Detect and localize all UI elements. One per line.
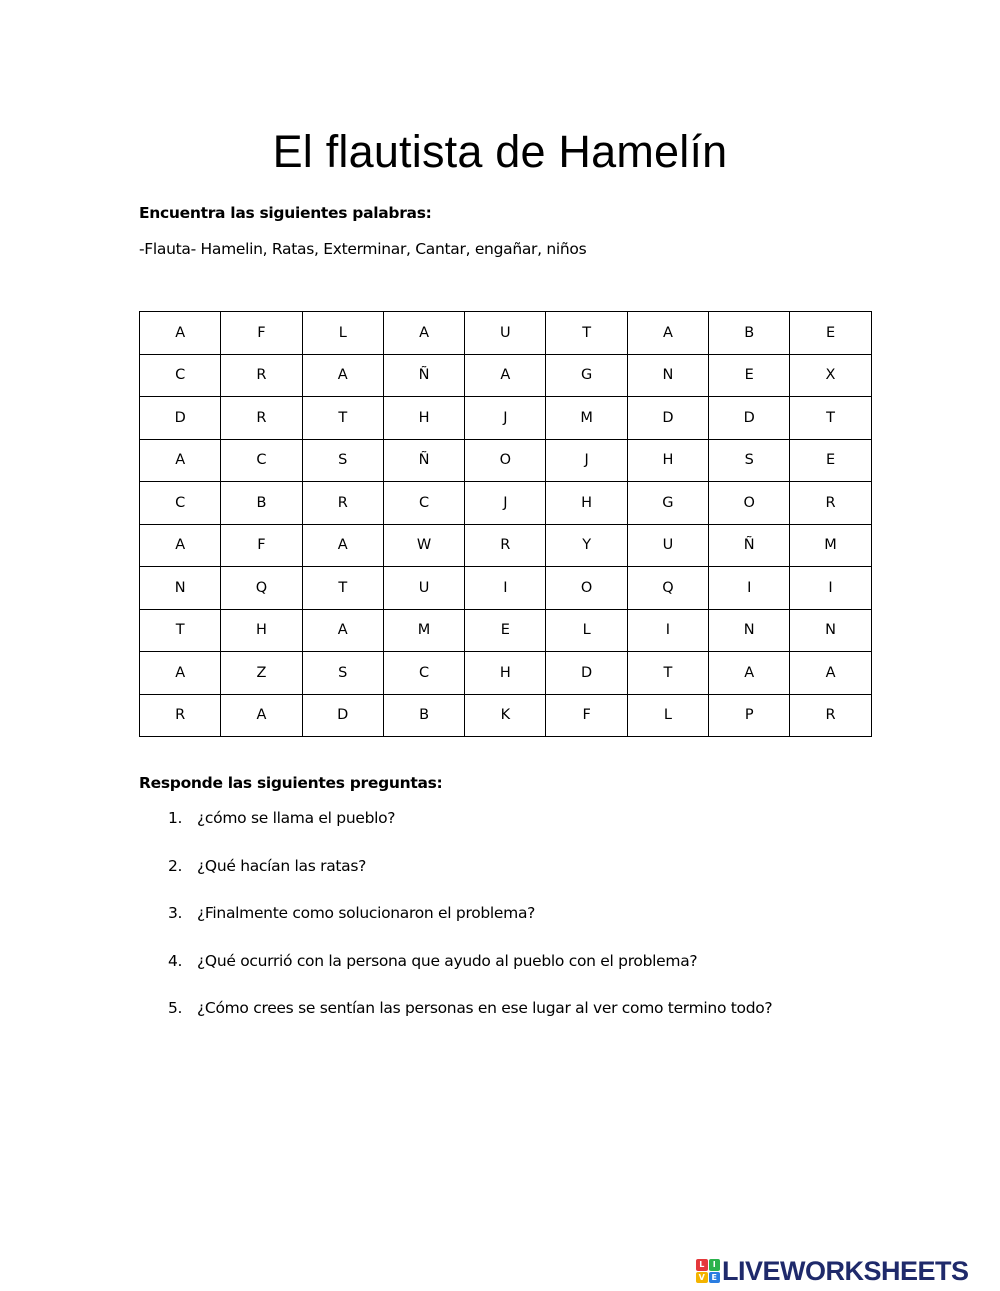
grid-cell[interactable]: C bbox=[221, 439, 302, 482]
grid-cell[interactable]: T bbox=[302, 567, 383, 610]
grid-cell[interactable]: M bbox=[546, 397, 627, 440]
page-title: El flautista de Hamelín bbox=[272, 126, 728, 177]
grid-cell[interactable]: E bbox=[465, 609, 546, 652]
grid-cell[interactable]: N bbox=[140, 567, 221, 610]
grid-cell[interactable]: R bbox=[790, 694, 871, 737]
question-text: ¿cómo se llama el pueblo? bbox=[197, 809, 396, 827]
grid-cell[interactable]: B bbox=[383, 694, 464, 737]
grid-row bbox=[140, 524, 872, 567]
grid-cell[interactable]: R bbox=[302, 482, 383, 525]
liveworksheets-logo-icon bbox=[696, 1259, 720, 1283]
grid-cell[interactable]: E bbox=[709, 354, 790, 397]
question-text: ¿Qué hacían las ratas? bbox=[197, 856, 367, 875]
grid-cell[interactable]: F bbox=[221, 312, 302, 355]
grid-cell[interactable]: E bbox=[790, 439, 871, 482]
grid-cell[interactable]: Ñ bbox=[383, 354, 464, 397]
grid-cell[interactable]: J bbox=[465, 482, 546, 525]
grid-cell[interactable]: U bbox=[383, 567, 464, 610]
grid-cell[interactable]: W bbox=[383, 524, 464, 567]
grid-cell[interactable]: I bbox=[465, 567, 546, 610]
grid-cell[interactable]: A bbox=[465, 354, 546, 397]
grid-cell[interactable]: I bbox=[627, 609, 708, 652]
grid-cell[interactable]: I bbox=[790, 567, 871, 610]
grid-cell[interactable]: X bbox=[790, 354, 871, 397]
question-number: 3. bbox=[168, 904, 183, 922]
logo-mark-square: L bbox=[696, 1259, 708, 1271]
grid-cell[interactable]: S bbox=[302, 439, 383, 482]
grid-cell[interactable]: Z bbox=[221, 652, 302, 695]
grid-cell[interactable]: H bbox=[221, 609, 302, 652]
grid-cell[interactable]: Ñ bbox=[709, 524, 790, 567]
grid-cell[interactable]: R bbox=[140, 694, 221, 737]
grid-cell[interactable]: A bbox=[709, 652, 790, 695]
grid-cell[interactable]: H bbox=[465, 652, 546, 695]
grid-cell[interactable]: R bbox=[465, 524, 546, 567]
grid-cell[interactable]: F bbox=[221, 524, 302, 567]
grid-cell[interactable]: C bbox=[140, 482, 221, 525]
question-text: ¿Cómo crees se sentían las personas en ese lugar al ver como termino todo? bbox=[197, 999, 773, 1017]
question-number: 1. bbox=[168, 809, 183, 827]
grid-cell[interactable]: L bbox=[546, 609, 627, 652]
word-search-instruction: Encuentra las siguientes palabras: bbox=[139, 204, 432, 222]
question-item bbox=[168, 857, 772, 905]
grid-cell[interactable]: P bbox=[709, 694, 790, 737]
grid-cell[interactable]: M bbox=[790, 524, 871, 567]
word-search-grid bbox=[139, 311, 872, 737]
grid-cell[interactable]: D bbox=[627, 397, 708, 440]
grid-cell[interactable]: O bbox=[546, 567, 627, 610]
grid-cell[interactable]: Ñ bbox=[383, 439, 464, 482]
grid-cell[interactable]: N bbox=[709, 609, 790, 652]
question-item bbox=[168, 904, 772, 952]
grid-row bbox=[140, 652, 872, 695]
grid-cell[interactable]: B bbox=[709, 312, 790, 355]
grid-cell[interactable]: C bbox=[383, 482, 464, 525]
grid-row bbox=[140, 354, 872, 397]
question-number: 5. bbox=[168, 999, 183, 1017]
grid-row bbox=[140, 312, 872, 355]
grid-cell[interactable]: D bbox=[546, 652, 627, 695]
grid-cell[interactable]: Y bbox=[546, 524, 627, 567]
grid-cell[interactable]: H bbox=[546, 482, 627, 525]
question-item bbox=[168, 809, 772, 857]
grid-cell[interactable]: Q bbox=[221, 567, 302, 610]
grid-cell[interactable]: F bbox=[546, 694, 627, 737]
grid-cell[interactable]: O bbox=[709, 482, 790, 525]
grid-cell[interactable]: E bbox=[790, 312, 871, 355]
grid-cell[interactable]: D bbox=[709, 397, 790, 440]
question-text: ¿Finalmente como solucionaron el problema? bbox=[197, 904, 536, 922]
grid-cell[interactable]: R bbox=[790, 482, 871, 525]
grid-cell[interactable]: A bbox=[302, 354, 383, 397]
grid-cell[interactable]: K bbox=[465, 694, 546, 737]
grid-cell[interactable]: H bbox=[627, 439, 708, 482]
grid-row bbox=[140, 439, 872, 482]
grid-cell[interactable]: A bbox=[140, 439, 221, 482]
grid-cell[interactable]: A bbox=[302, 609, 383, 652]
grid-cell[interactable]: T bbox=[140, 609, 221, 652]
grid-row bbox=[140, 567, 872, 610]
grid-cell[interactable]: L bbox=[302, 312, 383, 355]
question-number: 2. bbox=[168, 856, 183, 875]
grid-cell[interactable]: S bbox=[302, 652, 383, 695]
grid-cell[interactable]: A bbox=[627, 312, 708, 355]
grid-cell[interactable]: D bbox=[140, 397, 221, 440]
question-text: ¿Qué ocurrió con la persona que ayudo al pueblo con el problema? bbox=[197, 951, 698, 970]
grid-row bbox=[140, 694, 872, 737]
grid-cell[interactable]: A bbox=[221, 694, 302, 737]
grid-cell[interactable]: U bbox=[465, 312, 546, 355]
grid-cell[interactable]: A bbox=[140, 524, 221, 567]
grid-cell[interactable]: T bbox=[790, 397, 871, 440]
grid-cell[interactable]: A bbox=[790, 652, 871, 695]
logo-text: LIVEWORKSHEETS bbox=[722, 1255, 969, 1286]
grid-row bbox=[140, 609, 872, 652]
question-item bbox=[168, 952, 772, 1000]
grid-cell[interactable]: A bbox=[140, 652, 221, 695]
grid-cell[interactable]: A bbox=[302, 524, 383, 567]
word-list: -Flauta- Hamelin, Ratas, Exterminar, Cantar, engañar, niños bbox=[139, 240, 587, 258]
grid-cell[interactable]: C bbox=[383, 652, 464, 695]
grid-cell[interactable]: G bbox=[546, 354, 627, 397]
grid-cell[interactable]: N bbox=[790, 609, 871, 652]
grid-cell[interactable]: B bbox=[221, 482, 302, 525]
logo-mark-square: E bbox=[709, 1272, 721, 1284]
grid-cell[interactable]: I bbox=[709, 567, 790, 610]
liveworksheets-logo bbox=[696, 1254, 969, 1288]
grid-cell[interactable]: O bbox=[465, 439, 546, 482]
grid-cell[interactable]: R bbox=[221, 397, 302, 440]
grid-cell[interactable]: R bbox=[221, 354, 302, 397]
grid-cell[interactable]: N bbox=[627, 354, 708, 397]
question-number: 4. bbox=[168, 951, 183, 970]
grid-cell[interactable]: Q bbox=[627, 567, 708, 610]
grid-cell[interactable]: J bbox=[546, 439, 627, 482]
grid-cell[interactable]: L bbox=[627, 694, 708, 737]
grid-cell[interactable]: U bbox=[627, 524, 708, 567]
grid-cell[interactable]: T bbox=[627, 652, 708, 695]
grid-row bbox=[140, 397, 872, 440]
grid-cell[interactable]: H bbox=[383, 397, 464, 440]
grid-cell[interactable]: G bbox=[627, 482, 708, 525]
grid-cell[interactable]: M bbox=[383, 609, 464, 652]
grid-cell[interactable]: A bbox=[383, 312, 464, 355]
logo-mark-square: I bbox=[709, 1259, 721, 1271]
grid-cell[interactable]: J bbox=[465, 397, 546, 440]
questions-list bbox=[168, 809, 772, 1047]
logo-mark-square: V bbox=[696, 1272, 708, 1284]
questions-heading: Responde las siguientes preguntas: bbox=[139, 774, 443, 792]
grid-cell[interactable]: C bbox=[140, 354, 221, 397]
grid-cell[interactable]: S bbox=[709, 439, 790, 482]
grid-cell[interactable]: A bbox=[140, 312, 221, 355]
question-item bbox=[168, 999, 772, 1047]
grid-cell[interactable]: T bbox=[546, 312, 627, 355]
grid-cell[interactable]: T bbox=[302, 397, 383, 440]
grid-row bbox=[140, 482, 872, 525]
grid-cell[interactable]: D bbox=[302, 694, 383, 737]
